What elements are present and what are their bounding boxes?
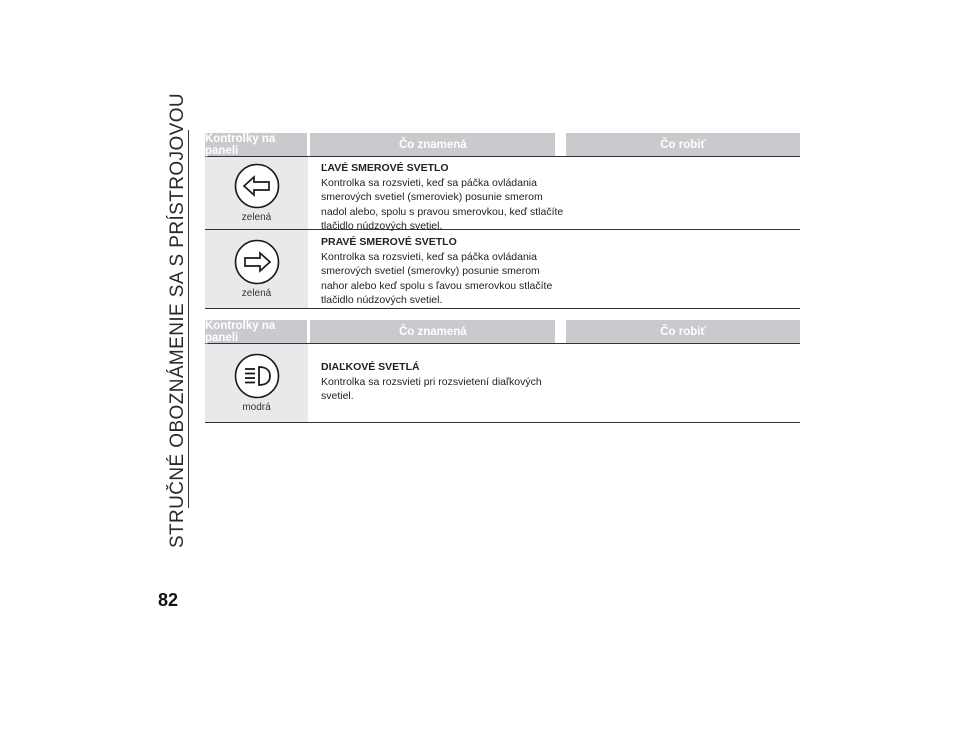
indicator-title: PRAVÉ SMEROVÉ SVETLO xyxy=(321,236,457,248)
header-action: Čo robiť xyxy=(566,320,800,343)
indicator-color-label: modrá xyxy=(242,402,271,413)
indicator-description: Kontrolka sa rozsvieti pri rozsvietení diaľkových svetiel. xyxy=(321,375,542,402)
indicator-table-2 xyxy=(205,320,800,423)
indicator-color-label: zelená xyxy=(241,212,272,223)
indicator-cell xyxy=(205,157,308,229)
table-row xyxy=(205,230,800,309)
right-arrow-icon xyxy=(234,239,280,285)
meaning-cell xyxy=(308,344,567,422)
indicator-table-1 xyxy=(205,133,800,309)
indicator-title: ĽAVÉ SMEROVÉ SVETLO xyxy=(321,162,449,174)
header-indicators: Kontrolky na paneli xyxy=(205,320,307,343)
table-header xyxy=(205,133,800,156)
meaning-cell xyxy=(308,157,567,232)
side-divider xyxy=(188,130,189,508)
header-indicators: Kontrolky na paneli xyxy=(205,133,307,156)
indicator-description: Kontrolka sa rozsvieti, keď sa páčka ovládania smerových svetiel (smeroviek) posunie smerom nadol alebo, spolu s pravou smerovkou, keď stlačíte tlačidlo núdzových svetiel. xyxy=(321,176,564,232)
indicator-description: Kontrolka sa rozsvieti, keď sa páčka ovládania smerových svetiel (smerovky) posunie smerom nahor alebo keď spolu s ľavou smerovkou stlačíte tlačidlo núdzových svetiel. xyxy=(321,250,553,306)
table-row xyxy=(205,344,800,423)
side-section-title: STRUČNÉ OBOZNÁMENIE SA S PRÍSTROJOVOU xyxy=(167,92,188,549)
high-beam-icon xyxy=(234,353,280,399)
table-row xyxy=(205,157,800,230)
left-arrow-icon xyxy=(234,163,280,209)
page-number: 82 xyxy=(158,590,179,610)
indicator-cell xyxy=(205,230,308,308)
meaning-cell xyxy=(308,230,567,308)
indicator-cell xyxy=(205,344,308,422)
indicator-color-label: zelená xyxy=(241,288,272,299)
table-header xyxy=(205,320,800,343)
header-action: Čo robiť xyxy=(566,133,800,156)
header-meaning: Čo znamená xyxy=(310,133,555,156)
indicator-title: DIAĽKOVÉ SVETLÁ xyxy=(321,361,420,373)
header-meaning: Čo znamená xyxy=(310,320,555,343)
